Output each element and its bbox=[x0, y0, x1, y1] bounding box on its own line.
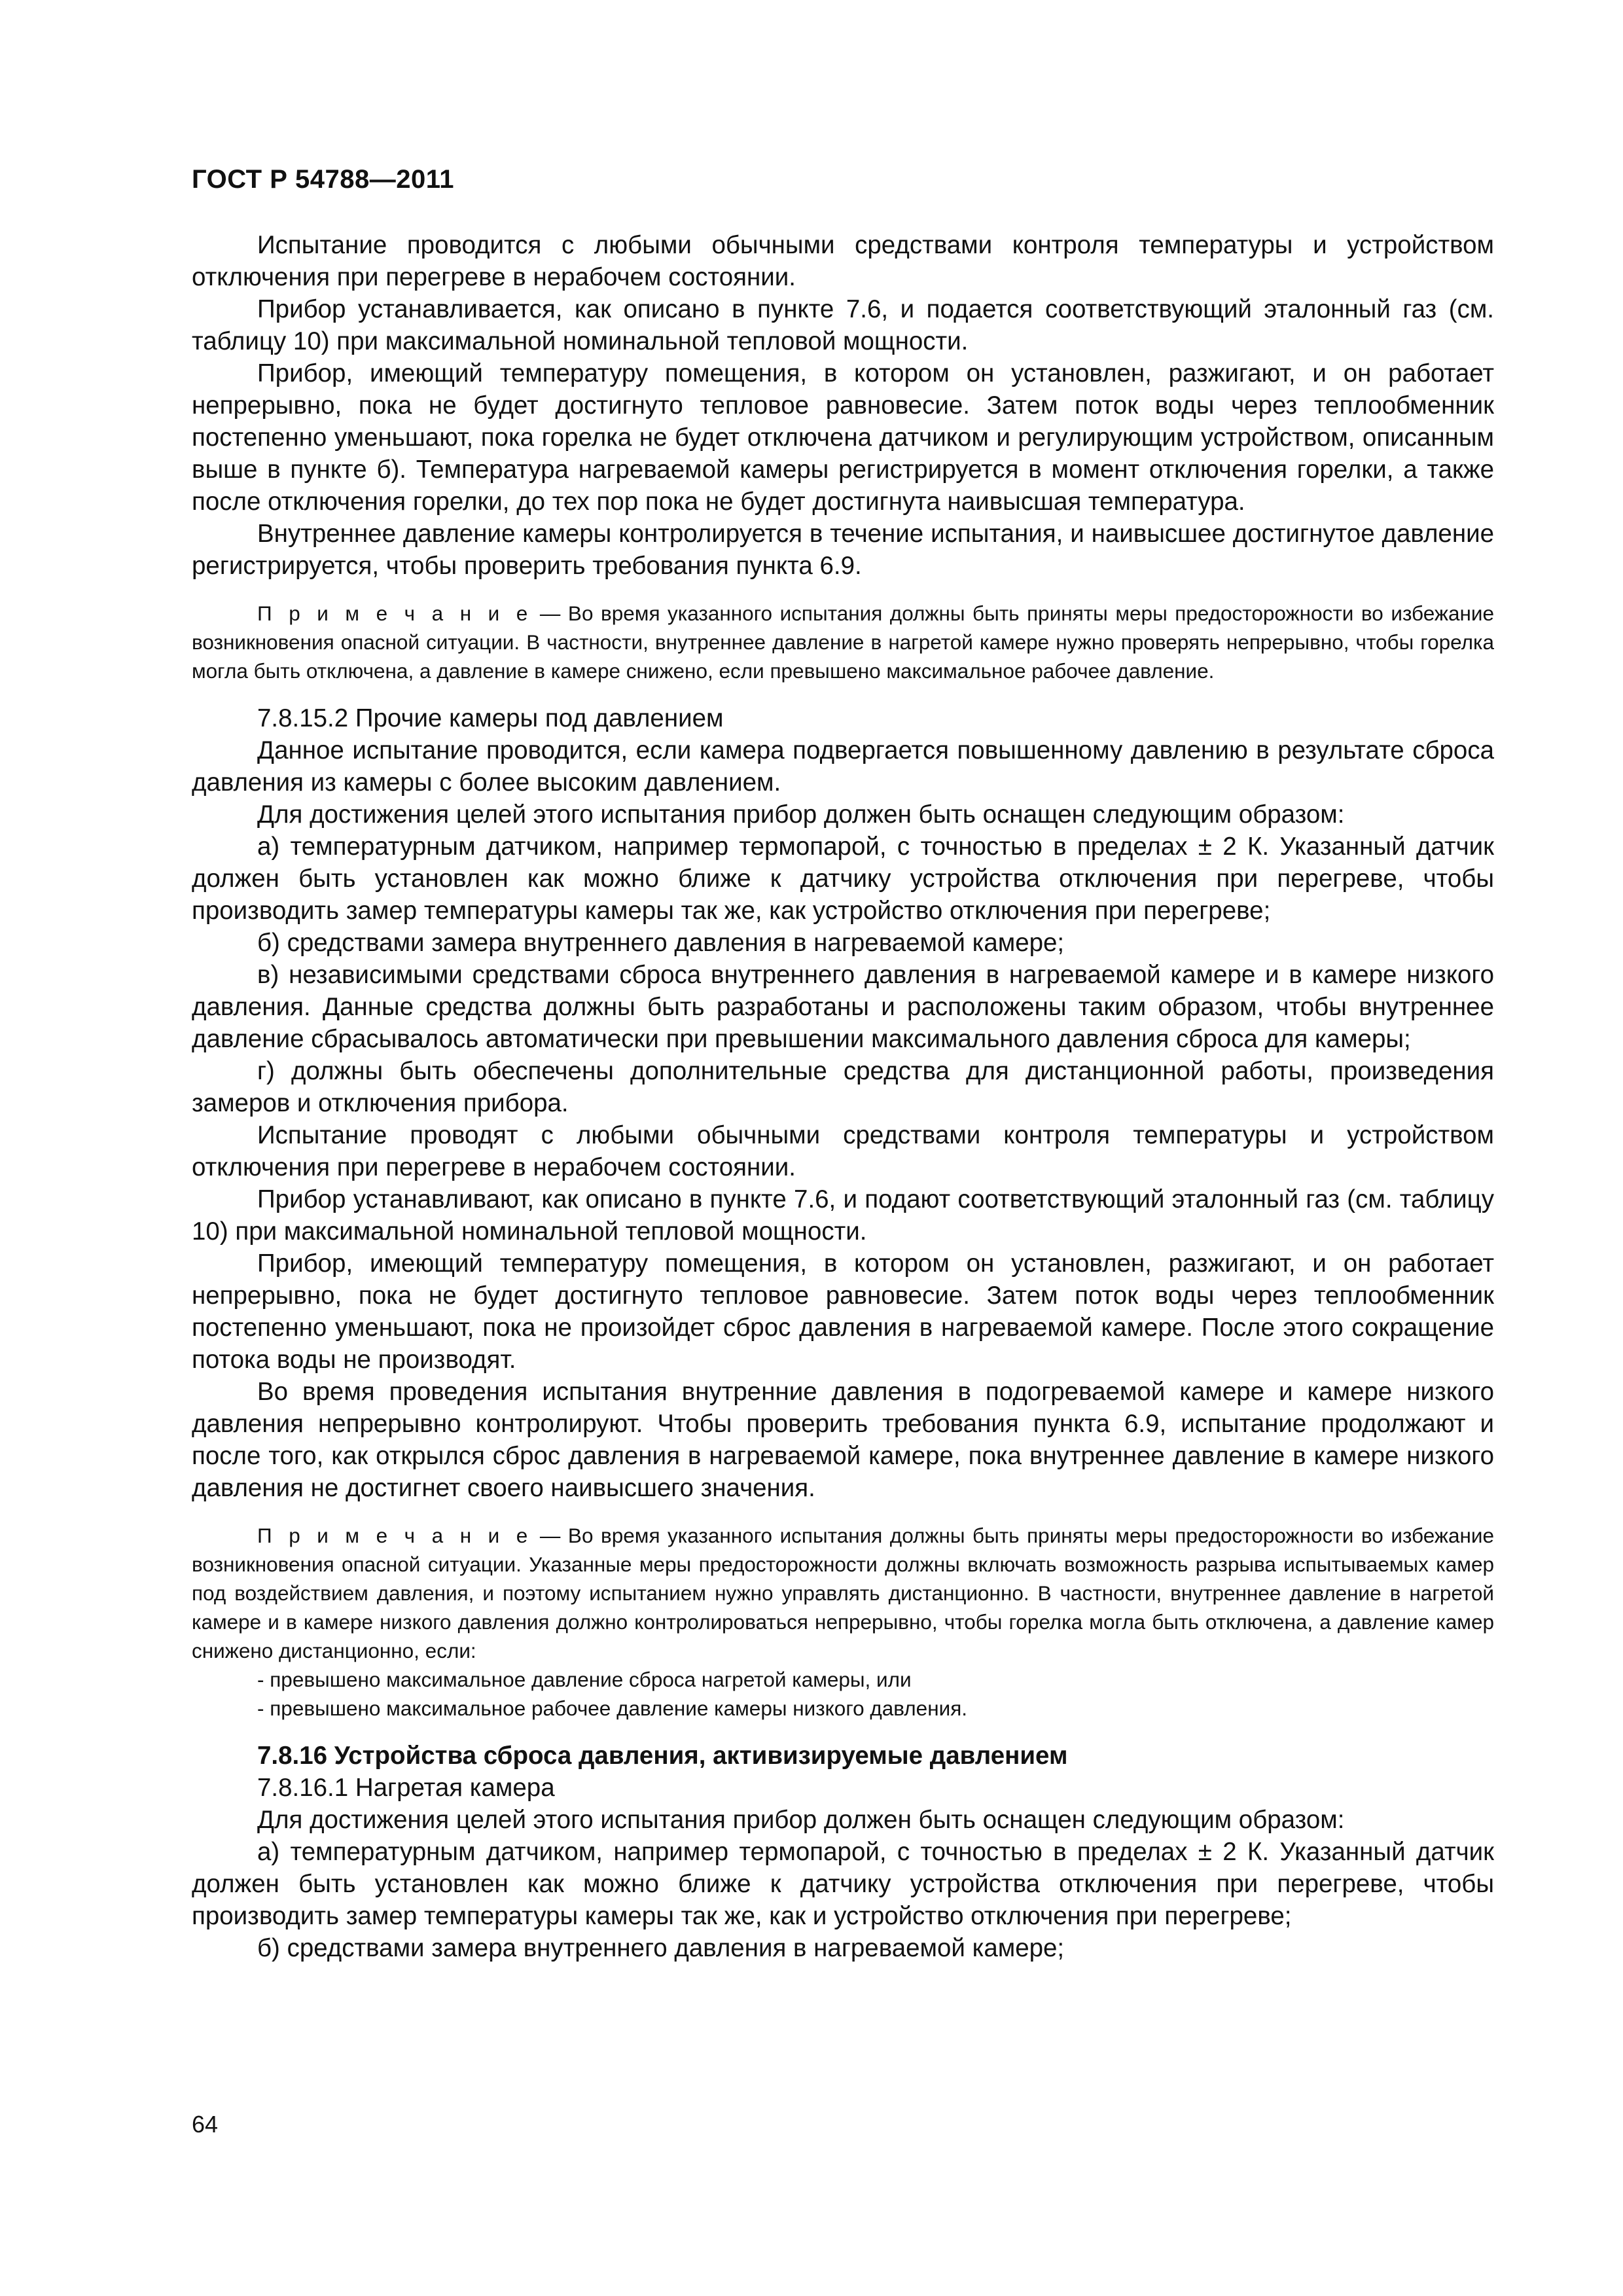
note-text: — Во время указанного испытания должны быть приняты меры предосторожности во избежание возникновения опасной ситуации. Указанные меры предосторожности должны включать возможность разрыва испытываемых камер под воздействием давления, и поэтому испытанием нужно управлять дистанционно. В частности, внутреннее давление в нагретой камере и в камере низкого давления должно контролироваться непрерывно, чтобы горелка могла быть отключена, а давление камер снижено дистанционно, если: bbox=[192, 1524, 1494, 1662]
paragraph: Прибор, имеющий температуру помещения, в котором он установлен, разжигают, и он работает непрерывно, пока не будет достигнуто тепловое равновесие. Затем поток воды через теплообменник постепенно уменьшают, пока горелка не будет отключена датчиком и регулирующим устройством, описанным выше в пункте б). Температура нагреваемой камеры регистрируется в момент отключения горелки, а также после отключения горелки, до тех пор пока не будет достигнута наивысшая температура. bbox=[192, 359, 1494, 516]
list-item: в) независимыми средствами сброса внутреннего давления в нагреваемой камере и в камере низкого давления. Данные средства должны быть разработаны и расположены таким образом, чтобы внутреннее давление сбрасывалось автоматически при превышении максимального давления сброса для камеры; bbox=[192, 961, 1494, 1053]
list-item: а) температурным датчиком, например термопарой, с точностью в пределах ± 2 К. Указанный датчик должен быть установлен как можно ближе к датчику устройства отключения при перегреве, чтобы производить замер температуры камеры так же, как и устройство отключения при перегреве; bbox=[192, 1838, 1494, 1930]
note-label: П р и м е ч а н и е bbox=[257, 601, 533, 625]
subsection-title: 7.8.15.2 Прочие камеры под давлением bbox=[257, 704, 724, 732]
note-block bbox=[192, 1521, 1494, 1665]
note-list-item: - превышено максимальное рабочее давление камеры низкого давления. bbox=[257, 1696, 967, 1720]
paragraph: Прибор, имеющий температуру помещения, в котором он установлен, разжигают, и он работает непрерывно, пока не будет достигнуто тепловое равновесие. Затем поток воды через теплообменник постепенно уменьшают, пока не произойдет сброс давления в нагреваемой камере. После этого сокращение потока воды не производят. bbox=[192, 1249, 1494, 1374]
paragraph: Для достижения целей этого испытания прибор должен быть оснащен следующим образом: bbox=[257, 800, 1345, 829]
note-label: П р и м е ч а н и е bbox=[257, 1524, 533, 1547]
paragraph: Для достижения целей этого испытания прибор должен быть оснащен следующим образом: bbox=[257, 1806, 1345, 1834]
paragraph: Внутреннее давление камеры контролируется в течение испытания, и наивысшее достигнутое давление регистрируется, чтобы проверить требования пункта 6.9. bbox=[192, 520, 1494, 580]
paragraph: Данное испытание проводится, если камера подвергается повышенному давлению в результате сброса давления из камеры с более высоким давлением. bbox=[192, 736, 1494, 797]
page-number: 64 bbox=[192, 2111, 219, 2138]
paragraph: Испытание проводится с любыми обычными средствами контроля температуры и устройством отключения при перегреве в нерабочем состоянии. bbox=[192, 231, 1494, 291]
note-text: — Во время указанного испытания должны быть приняты меры предосторожности во избежание возникновения опасной ситуации. В частности, внутреннее давление в нагретой камере нужно проверять непрерывно, чтобы горелка могла быть отключена, а давление в камере снижено, если превышено максимальное рабочее давление. bbox=[192, 601, 1494, 683]
paragraph: Прибор устанавливается, как описано в пункте 7.6, и подается соответствующий эталонный газ (см. таблицу 10) при максимальной номинальной тепловой мощности. bbox=[192, 295, 1494, 355]
paragraph: Прибор устанавливают, как описано в пункте 7.6, и подают соответствующий эталонный газ (см. таблицу 10) при максимальной номинальной тепловой мощности. bbox=[192, 1185, 1494, 1246]
document-header: ГОСТ Р 54788—2011 bbox=[192, 165, 454, 194]
subsection-title: 7.8.16.1 Нагретая камера bbox=[257, 1774, 555, 1802]
list-item: а) температурным датчиком, например термопарой, с точностью в пределах ± 2 К. Указанный датчик должен быть установлен как можно ближе к датчику устройства отключения при перегреве, чтобы производить замер температуры камеры так же, как устройство отключения при перегреве; bbox=[192, 833, 1494, 925]
paragraph: Во время проведения испытания внутренние давления в подогреваемой камере и камере низкого давления непрерывно контролируют. Чтобы проверить требования пункта 6.9, испытание продолжают и после того, как открылся сброс давления в нагреваемой камере, пока внутреннее давление в камере низкого давления не достигнет своего наивысшего значения. bbox=[192, 1378, 1494, 1502]
list-item: б) средствами замера внутреннего давления в нагреваемой камере; bbox=[257, 929, 1065, 957]
paragraph: Испытание проводят с любыми обычными средствами контроля температуры и устройством отключения при перегреве в нерабочем состоянии. bbox=[192, 1121, 1494, 1181]
list-item: г) должны быть обеспечены дополнительные средства для дистанционной работы, произведения замеров и отключения прибора. bbox=[192, 1057, 1494, 1117]
note-block bbox=[192, 599, 1494, 685]
note-list-item: - превышено максимальное давление сброса нагретой камеры, или bbox=[257, 1668, 912, 1691]
section-heading: 7.8.16 Устройства сброса давления, активизируемые давлением bbox=[257, 1742, 1068, 1770]
document-body bbox=[192, 229, 1494, 1964]
list-item: б) средствами замера внутреннего давления в нагреваемой камере; bbox=[257, 1934, 1065, 1962]
